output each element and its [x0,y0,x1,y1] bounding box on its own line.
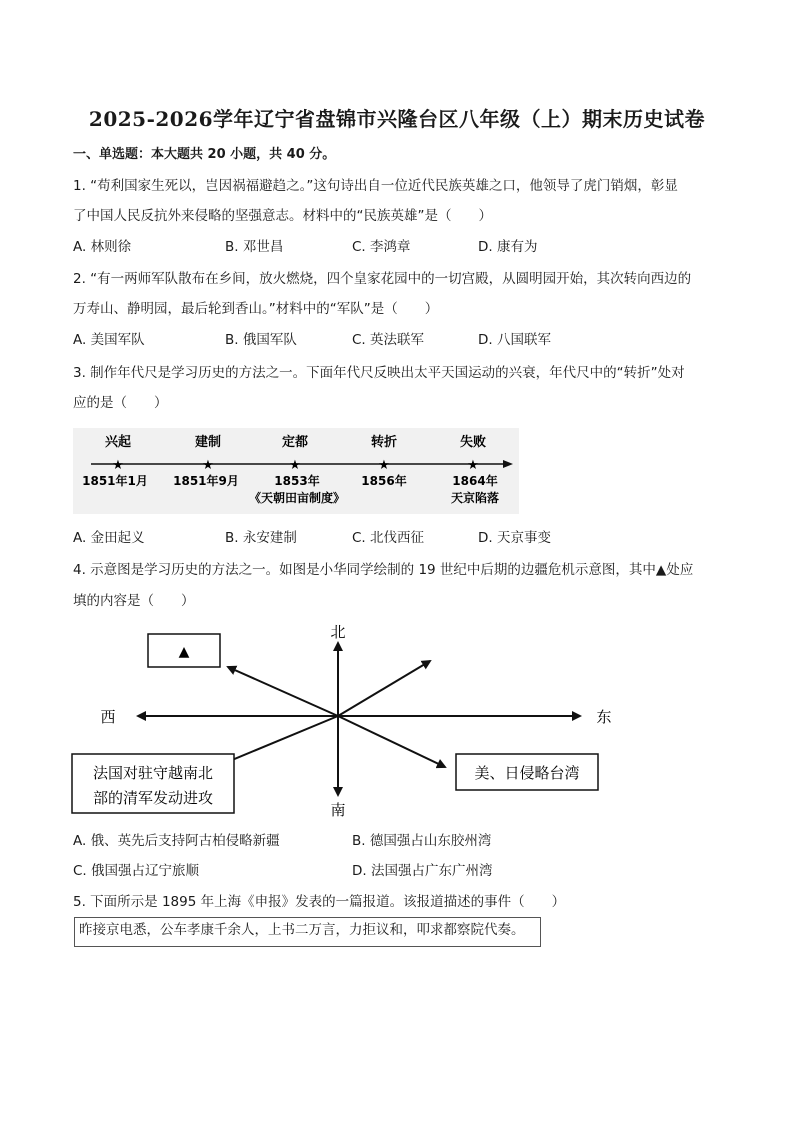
timeline-label-1: 兴起 [104,435,132,450]
timeline-note-3: 《天朝田亩制度》 [248,491,346,505]
q3-line-1: 3. 制作年代尺是学习历史的方法之一。下面年代尺反映出太平天国运动的兴衰，年代尺中的“转折”处对 [73,365,685,381]
q2-option-d[interactable]: D. 八国联军 [478,332,551,348]
star-icon: ★ [202,458,214,473]
timeline-label-5: 失败 [459,435,487,450]
star-icon: ★ [378,458,390,473]
frontier-crisis-diagram [60,615,680,825]
star-icon: ★ [467,458,479,473]
star-icon: ★ [112,458,124,473]
section-header: 一、单选题：本大题共 20 小题，共 40 分。 [73,147,336,162]
q4-line-2: 填的内容是（ ） [73,593,195,609]
se-box-label: 美、日侵略台湾 [474,764,580,782]
q4-option-d[interactable]: D. 法国强占广东广州湾 [352,863,493,879]
q3-option-a[interactable]: A. 金田起义 [73,530,145,546]
label-west: 西 [100,708,116,726]
q2-option-a[interactable]: A. 美国军队 [73,332,145,348]
q1-line-2: 了中国人民反抗外来侵略的坚强意志。材料中的“民族英雄”是（ ） [73,208,492,224]
q1-line-1: 1. “苟利国家生死以，岂因祸福避趋之。”这句诗出自一位近代民族英雄之口，他领导了虎门销烟，彰显 [73,178,678,194]
arrow-southwest [220,716,338,765]
label-south: 南 [330,801,346,819]
q2-option-b[interactable]: B. 俄国军队 [225,332,297,348]
q3-option-b[interactable]: B. 永安建制 [225,530,297,546]
timeline-arrowhead [503,460,513,468]
q4-option-a[interactable]: A. 俄、英先后支持阿古柏侵略新疆 [73,833,280,849]
exam-title: 2025-2026学年辽宁省盘锦市兴隆台区八年级（上）期末历史试卷 [88,107,706,131]
timeline-svg [73,428,519,514]
timeline-label-4: 转折 [370,435,398,450]
arrow-northwest [228,667,338,716]
q1-option-b[interactable]: B. 邓世昌 [225,239,284,255]
arrow-northeast [338,661,430,716]
timeline-date-5: 1864年 [452,474,498,488]
triangle-icon: ▲ [178,644,190,660]
news-report-box: 昨接京电悉，公车孝康千余人，上书二万言，力拒议和，叩求都察院代奏。 [74,917,541,947]
sw-box-line-1: 法国对驻守越南北 [92,764,214,782]
q3-option-c[interactable]: C. 北伐西征 [352,530,425,546]
label-north: 北 [330,623,346,641]
q4-line-1: 4. 示意图是学习历史的方法之一。如图是小华同学绘制的 19 世纪中后期的边疆危机示意图，其中▲处应 [73,562,694,578]
q2-line-1: 2. “有一两师军队散布在乡间，放火燃烧，四个皇家花园中的一切宫殿，从圆明园开始，其次转向西边的 [73,271,692,287]
label-east: 东 [596,708,612,726]
timeline-note-5: 天京陷落 [450,491,500,505]
q1-option-c[interactable]: C. 李鸿章 [352,239,411,255]
q2-option-c[interactable]: C. 英法联军 [352,332,425,348]
timeline-date-2: 1851年9月 [173,474,239,488]
q1-option-d[interactable]: D. 康有为 [478,239,538,255]
timeline-label-3: 定都 [281,435,309,450]
q4-option-c[interactable]: C. 俄国强占辽宁旅顺 [73,863,200,879]
q3-option-d[interactable]: D. 天京事变 [478,530,551,546]
timeline-figure [73,428,519,514]
q5-line-1: 5. 下面所示是 1895 年上海《申报》发表的一篇报道。该报道描述的事件（ ） [73,894,566,910]
sw-box-line-2: 部的清军发动进攻 [92,789,214,807]
arrow-southeast [338,716,445,767]
timeline-date-3: 1853年 [274,474,320,488]
timeline-date-4: 1856年 [361,474,407,488]
q3-line-2: 应的是（ ） [73,395,168,411]
q2-line-2: 万寿山、静明园，最后轮到香山。”材料中的“军队”是（ ） [73,301,439,317]
q4-option-b[interactable]: B. 德国强占山东胶州湾 [352,833,492,849]
timeline-label-2: 建制 [194,435,222,450]
q1-option-a[interactable]: A. 林则徐 [73,239,132,255]
timeline-date-1: 1851年1月 [82,474,148,488]
star-icon: ★ [289,458,301,473]
